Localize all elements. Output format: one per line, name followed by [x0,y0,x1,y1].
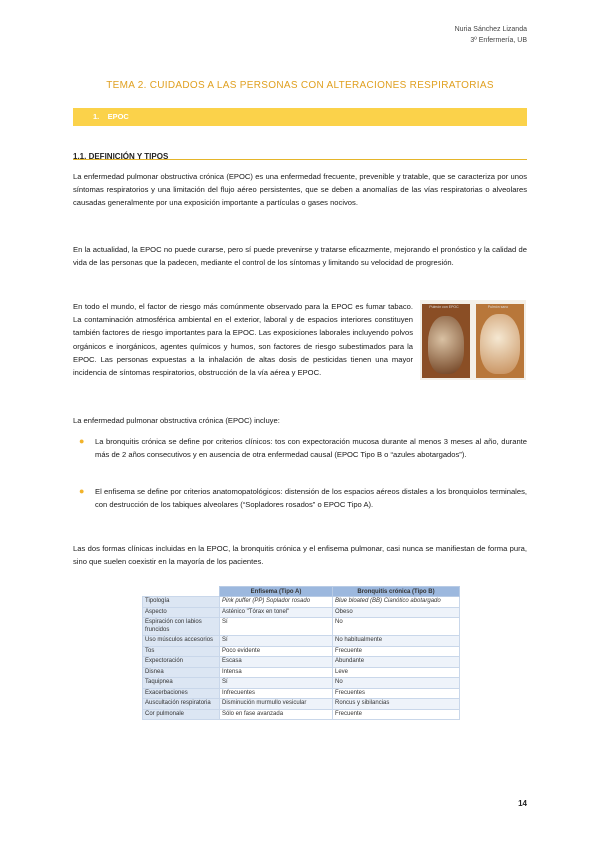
comparison-table [142,586,460,720]
course-name: 3º Enfermería, UB [470,37,527,44]
table-row: Tipología Pink puffer (PP) Soplador rosado Blue bloated (BB) Cianótico abotargado [143,597,460,608]
subsection-heading-bar [73,146,527,160]
paragraph-risk-factors: En todo el mundo, el factor de riesgo más comúnmente observado para la EPOC es fumar tabaco. La contaminación atmosférica ambiental en el exterior, laboral y de espacios interiores constituyen también factores de riesgo importantes para la EPOC. Las exposiciones laborales incluyendo polvos orgánicos e inorgánicos, agentes químicos y humos, son factores de riesgo subestimados para la EPOC. Las personas expuestas a la inhalación de altas dosis de pesticidas tienen una mayor incidencia de síntomas respiratorios, obstrucción de la vía aérea y EPOC. [73,302,413,378]
table-header-emphysema: Enfisema (Tipo A) [220,587,333,597]
author-name: Nuria Sánchez Lizanda [454,26,527,33]
paragraph-definition: La enfermedad pulmonar obstructiva crónica (EPOC) es una enfermedad frecuente, prevenible y tratable, que se caracteriza por unos síntomas respiratorios y una limitación del flujo aéreo persistentes, que se deben a anomalías de las vías respiratorias o alveolares causadas generalmente por una exposición importante a partículas o gases nocivos. [73,172,527,208]
table-row: Disnea Intensa Leve [143,667,460,678]
bullet-chronic-bronchitis: La bronquitis crónica se define por criterios clínicos: tos con expectoración mucosa durante al menos 3 meses al año, durante más de 2 años consecutivos y en ausencia de otra enfermedad causal (EPOC Tipo B o “azules abotargados”). [95,437,527,460]
table-row: Expectoración Escasa Abundante [143,657,460,668]
bullet-emphysema: El enfisema se define por criterios anatomopatológicos: distensión de los espacios aéreos distales a los bronquiolos terminales, con destrucción de los tabiques alveolares (“Sopladores rosados” o EPOC Tipo A). [95,487,527,510]
section-heading: 1. EPOC [93,112,129,121]
copd-lung-image [422,304,470,378]
table-row: Aspecto Asténico "Tórax en tonel" Obeso [143,607,460,618]
bullet-icon: ● [79,486,85,496]
subsection-heading: 1.1. DEFINICIÓN Y TIPOS [73,152,169,161]
chapter-title: TEMA 2. CUIDADOS A LAS PERSONAS CON ALTERACIONES RESPIRATORIAS [106,80,494,91]
table-row: Taquipnea Sí No [143,678,460,689]
paragraph-clinical-forms: Las dos formas clínicas incluidas en la EPOC, la bronquitis crónica y el enfisema pulmonar, casi nunca se manifiestan de forma pura, sino que suelen coexistir en la mayoría de los pacientes. [73,544,527,567]
paragraph-treatment: En la actualidad, la EPOC no puede curarse, pero sí puede prevenirse y tratarse eficazmente, mejorando el pronóstico y la calidad de vida de las personas que la padecen, mediante el control de los síntomas y limitando su velocidad de progresión. [73,245,527,268]
table-row: Uso músculos accesorios Sí No habitualmente [143,636,460,647]
table-row: Espiración con labios fruncidos Sí No [143,618,460,636]
section-heading-bar [73,108,527,126]
table-header-empty [143,587,220,597]
paragraph-includes: La enfermedad pulmonar obstructiva crónica (EPOC) incluye: [73,416,280,425]
table-header-bronchitis: Bronquitis crónica (Tipo B) [333,587,460,597]
bullet-icon: ● [79,436,85,446]
list-item [79,485,527,511]
table-row: Auscultación respiratoria Disminución murmullo vesicular Roncus y sibilancias [143,699,460,710]
table-row: Cor pulmonale Sólo en fase avanzada Frecuente [143,709,460,720]
copd-lung-label: Pulmón con EPOC [429,305,459,309]
table-row: Tos Poco evidente Frecuente [143,646,460,657]
table-header-row [143,587,460,597]
page-number: 14 [518,799,527,808]
list-item [79,435,527,461]
healthy-lung-image [476,304,524,378]
healthy-lung-label: Pulmón sano [487,305,509,309]
page-header [455,24,527,46]
lung-comparison-image [420,300,526,380]
table-row: Exacerbaciones Infrecuentes Frecuentes [143,688,460,699]
